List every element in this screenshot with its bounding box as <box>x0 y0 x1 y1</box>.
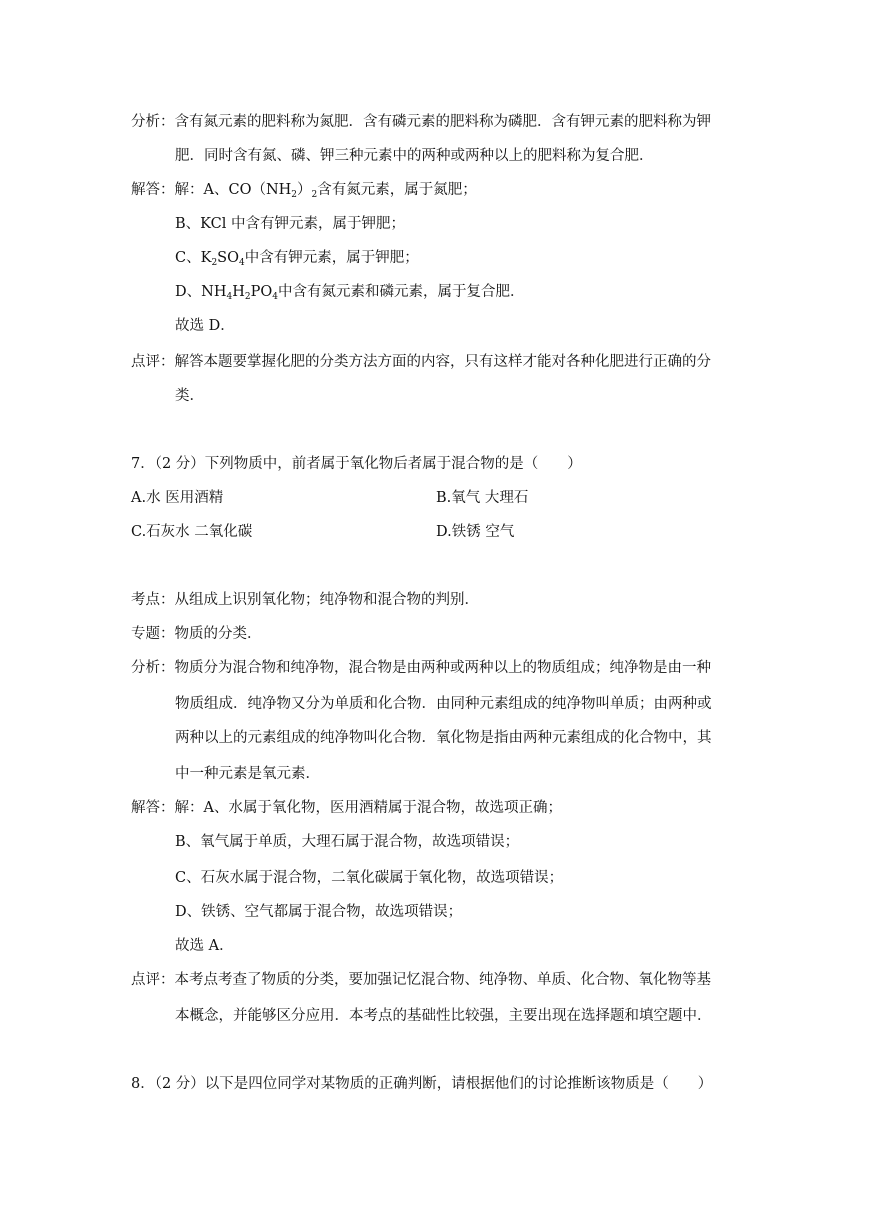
q6-answer-d-h: H <box>232 284 245 300</box>
q6-answer-a-sub: 2 <box>291 190 298 200</box>
q6-answer-line-b: B、KCl 中含有钾元素，属于钾肥； <box>175 216 405 232</box>
q7-comment-label: 点评： <box>131 972 175 988</box>
q7-topic-line <box>131 624 262 644</box>
q6-answer-d-mid: PO <box>250 284 273 300</box>
q7-stem: 7．（2 分）下列物质中，前者属于氧化物后者属于混合物的是（ ） <box>131 456 582 472</box>
q6-answer-line-c <box>175 248 419 273</box>
q6-answer-a-mid: ） <box>297 182 312 198</box>
q7-point-text: 从组成上识别氧化物；纯净物和混合物的判别． <box>174 592 479 608</box>
q6-analysis-line-2: 肥．同时含有氮、磷、钾三种元素中的两种或两种以上的肥料称为复合肥． <box>175 148 654 164</box>
q7-answer-line-a <box>131 798 562 818</box>
q6-answer-c-post: 中含有钾元素，属于钾肥； <box>244 250 419 266</box>
q7-comment-line-1 <box>131 970 711 990</box>
q6-analysis-label: 分析： <box>131 114 175 130</box>
q7-option-b: B.氧气 大理石 <box>436 490 529 506</box>
q6-answer-a-post: 含有氮元素，属于氮肥； <box>317 182 477 198</box>
q6-comment-text-1: 解答本题要掌握化肥的分类方法方面的内容，只有这样才能对各种化肥进行正确的分 <box>174 354 711 370</box>
q6-answer-d-sub1: 4 <box>226 292 233 302</box>
q7-analysis-label: 分析： <box>131 660 175 676</box>
q6-answer-a-sub2: 2 <box>311 190 318 200</box>
q6-answer-c-sub1: 2 <box>211 258 218 268</box>
q6-analysis-line-1 <box>131 112 711 132</box>
q6-answer-c-sub2: 4 <box>239 258 245 268</box>
q7-answer-line-b: B、氧气属于单质，大理石属于混合物，故选项错误； <box>175 834 520 850</box>
q6-answer-line-a <box>131 180 477 205</box>
q6-answer-line-d <box>175 282 524 307</box>
q7-choose: 故选 A． <box>175 938 234 954</box>
q6-answer-a-pre: 解：A、CO（NH <box>174 182 292 198</box>
q6-answer-d-sub2: 2 <box>244 292 251 302</box>
q7-option-c: C.石灰水 二氧化碳 <box>131 524 253 540</box>
q6-answer-label: 解答： <box>131 182 175 198</box>
q8-stem: 8．（2 分）以下是四位同学对某物质的正确判断，请根据他们的讨论推断该物质是（ ） <box>131 1076 713 1092</box>
q7-option-d: D.铁锈 空气 <box>436 524 515 540</box>
q6-analysis-text-1: 含有氮元素的肥料称为氮肥．含有磷元素的肥料称为磷肥．含有钾元素的肥料称为钾 <box>174 114 711 130</box>
q7-topic-text: 物质的分类． <box>174 626 262 642</box>
q7-analysis-line-3: 两种以上的元素组成的纯净物叫化合物．氧化物是指由两种元素组成的化合物中，其 <box>175 730 712 746</box>
q6-answer-d-pre: D、NH <box>175 284 227 300</box>
q6-comment-line-2: 类． <box>175 388 204 404</box>
q7-topic-label: 专题： <box>131 626 175 642</box>
q6-answer-d-sub3: 4 <box>272 292 278 302</box>
q7-answer-line-c: C、石灰水属于混合物，二氧化碳属于氧化物，故选项错误； <box>175 870 564 886</box>
q6-answer-d-post: 中含有氮元素和磷元素，属于复合肥． <box>277 284 525 300</box>
q7-analysis-text-1: 物质分为混合物和纯净物，混合物是由两种或两种以上的物质组成；纯净物是由一种 <box>174 660 711 676</box>
q7-point-line <box>131 590 479 610</box>
q6-comment-line-1 <box>131 352 711 372</box>
q7-comment-text-1: 本考点考查了物质的分类，要加强记忆混合物、纯净物、单质、化合物、氧化物等基 <box>174 972 711 988</box>
q7-analysis-line-1 <box>131 658 711 678</box>
q7-comment-line-2: 本概念，并能够区分应用．本考点的基础性比较强，主要出现在选择题和填空题中． <box>175 1008 712 1024</box>
q6-comment-label: 点评： <box>131 354 175 370</box>
q7-point-label: 考点： <box>131 592 175 608</box>
q7-answer-a: 解：A、水属于氧化物，医用酒精属于混合物，故选项正确； <box>174 800 562 816</box>
q7-analysis-line-4: 中一种元素是氧元素． <box>175 766 320 782</box>
q7-answer-line-d: D、铁锈、空气都属于混合物，故选项错误； <box>175 904 463 920</box>
q6-answer-c-mid: SO <box>217 250 239 266</box>
q7-analysis-line-2: 物质组成．纯净物又分为单质和化合物．由同种元素组成的纯净物叫单质；由两种或 <box>175 696 712 712</box>
q6-answer-c-pre: C、K <box>175 250 212 266</box>
q6-choose: 故选 D． <box>175 318 235 334</box>
q7-answer-label: 解答： <box>131 800 175 816</box>
q7-option-a: A.水 医用酒精 <box>131 490 224 506</box>
